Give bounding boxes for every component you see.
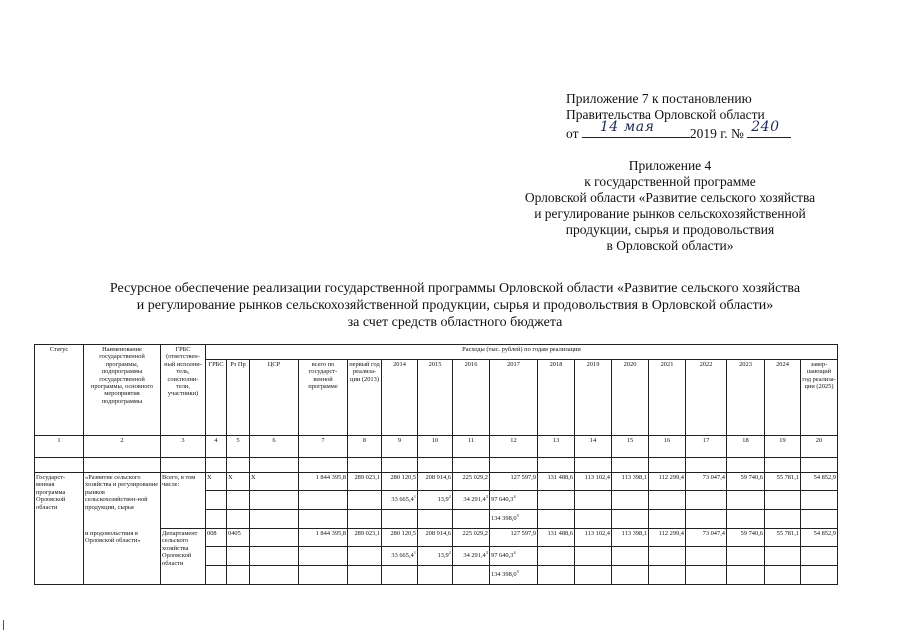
appendix-4-header (500, 158, 840, 254)
appendix-4-line2: к государственной программе (584, 174, 756, 189)
b2-2016: 225 029,2 (453, 529, 490, 547)
b2-2023: 59 740,6 (727, 529, 765, 547)
col-num-19: 19 (765, 436, 801, 458)
date-prefix: от (566, 126, 579, 141)
header-csr: ЦСР (250, 360, 299, 436)
appendix-7-line1: Приложение 7 к постановлению (566, 91, 752, 106)
header-grbs: ГРБС (ответствен-ный исполни-тель, соисполни-тели, участники) (161, 345, 206, 436)
b1-2021: 112 299,4 (649, 473, 686, 491)
grbs-total-cell: Всего, в том числе: (161, 473, 206, 529)
col-num-16: 16 (649, 436, 686, 458)
header-total: всего по государст-венной программе (299, 360, 348, 436)
grbs-department-cell: Департамент сельского хозяйства Орловской области (161, 529, 206, 585)
col-num-4: 4 (206, 436, 227, 458)
header-last-year: завер-шающий год реализа-ции (2025) (801, 360, 838, 436)
col-num-3: 3 (161, 436, 206, 458)
b1-2019: 113 102,4 (575, 473, 612, 491)
b2-total: 1 844 395,8 (299, 529, 348, 547)
header-first-year: первый год реализа-ции (2013) (348, 360, 382, 436)
b1-2016: 225 029,2 (453, 473, 490, 491)
b1-2023: 59 740,6 (727, 473, 765, 491)
date-fill-line (582, 119, 690, 138)
b1-2024: 55 781,1 (765, 473, 801, 491)
year-number-label: 2019 г. № (689, 126, 744, 141)
handwritten-number: 240 (751, 119, 780, 135)
header-rzpr: Рз Пр (227, 360, 250, 436)
appendix-7-line2: Правительства Орловской области (566, 107, 765, 122)
b1-c4: Х (206, 473, 227, 491)
b2-2016-extra: 34 291,4$^3$ (453, 547, 490, 566)
col-num-10: 10 (418, 436, 453, 458)
b1-2014-extra: 33 665,4$^1$ (382, 491, 418, 510)
b1-2017-extra: 97 640,3$^4$ (490, 491, 538, 510)
b1-2015: 208 914,6 (418, 473, 453, 491)
handwritten-date: 14 мая (599, 119, 655, 135)
b2-2017: 127 597,9 (490, 529, 538, 547)
appendix-7-header (566, 91, 866, 142)
header-year-2018: 2018 (538, 360, 575, 436)
appendix-4-line1: Приложение 4 (628, 158, 712, 173)
document-title (60, 280, 850, 331)
b1-2015-extra: 13,9$^2$ (418, 491, 453, 510)
b2-2015-extra: 13,9$^2$ (418, 547, 453, 566)
b2-2013: 289 023,1 (348, 529, 382, 547)
b2-2017-extra2: 134 398,0$^5$ (490, 566, 538, 585)
table-row (35, 473, 838, 491)
header-year-2015: 2015 (418, 360, 453, 436)
b2-2015: 208 914,6 (418, 529, 453, 547)
col-num-7: 7 (299, 436, 348, 458)
b1-2018: 131 488,6 (538, 473, 575, 491)
title-line3: за счет средств областного бюджета (347, 315, 563, 330)
col-num-15: 15 (612, 436, 649, 458)
b2-c5: 0405 (227, 529, 250, 547)
b2-c4: 008 (206, 529, 227, 547)
scan-mark (3, 620, 4, 630)
b2-2018: 131 488,6 (538, 529, 575, 547)
title-line2: и регулирование рынков сельскохозяйственной продукции, сырья и продовольствия в Орловской области» (136, 298, 774, 313)
b1-c5: Х (227, 473, 250, 491)
b1-2020: 113 398,1 (612, 473, 649, 491)
col-num-8: 8 (348, 436, 382, 458)
column-number-row (35, 436, 838, 458)
appendix-4-line4: и регулирование рынков сельскохозяйственной (534, 206, 806, 221)
spacer-row (35, 458, 838, 473)
header-year-2024: 2024 (765, 360, 801, 436)
resource-table (34, 344, 838, 585)
header-status: Статус (35, 345, 84, 436)
b2-2022: 73 047,4 (686, 529, 727, 547)
b1-2017: 127 597,9 (490, 473, 538, 491)
col-num-20: 20 (801, 436, 838, 458)
col-num-1: 1 (35, 436, 84, 458)
header-year-2020: 2020 (612, 360, 649, 436)
b1-total: 1 844 395,8 (299, 473, 348, 491)
header-year-2017: 2017 (490, 360, 538, 436)
appendix-7-line3 (566, 119, 866, 142)
b2-2019: 113 102,4 (575, 529, 612, 547)
col-num-2: 2 (84, 436, 161, 458)
b2-2014: 280 120,5 (382, 529, 418, 547)
b2-2025: 54 852,9 (801, 529, 838, 547)
b1-2016-extra: 34 291,4$^3$ (453, 491, 490, 510)
b2-2024: 55 781,1 (765, 529, 801, 547)
table-row (35, 529, 838, 547)
b2-2014-extra: 33 665,4$^1$ (382, 547, 418, 566)
b1-c6: Х (250, 473, 299, 491)
header-year-2019: 2019 (575, 360, 612, 436)
header-year-2014: 2014 (382, 360, 418, 436)
appendix-4-line3: Орловской области «Развитие сельского хозяйства (524, 190, 816, 205)
header-name: Наименование государственной программы, подпрограммы государственной программы, основного мероприятия подпрограммы (84, 345, 161, 436)
col-num-13: 13 (538, 436, 575, 458)
col-num-12: 12 (490, 436, 538, 458)
b1-2017-extra2: 134 398,0$^5$ (490, 510, 538, 529)
col-num-18: 18 (727, 436, 765, 458)
col-num-9: 9 (382, 436, 418, 458)
col-num-17: 17 (686, 436, 727, 458)
header-year-2022: 2022 (686, 360, 727, 436)
header-year-2023: 2023 (727, 360, 765, 436)
b1-2022: 73 047,4 (686, 473, 727, 491)
header-year-2016: 2016 (453, 360, 490, 436)
b1-2013: 289 023,1 (348, 473, 382, 491)
b2-2020: 113 398,1 (612, 529, 649, 547)
status-cell: Государст-венная программа Орловской области (35, 473, 84, 585)
header-expenses: Расходы (тыс. рублей) по годам реализации (206, 345, 838, 360)
header-year-2021: 2021 (649, 360, 686, 436)
col-num-6: 6 (250, 436, 299, 458)
program-name-part1: «Развитие сельского хозяйства и регулирование рынков сельскохозяйствен-ной продукции, сырья (84, 473, 161, 529)
number-fill-line (747, 119, 791, 138)
col-num-5: 5 (227, 436, 250, 458)
b2-c6 (250, 529, 299, 547)
b1-2014: 280 120,5 (382, 473, 418, 491)
b1-2025: 54 852,9 (801, 473, 838, 491)
col-num-11: 11 (453, 436, 490, 458)
b2-2021: 112 299,4 (649, 529, 686, 547)
b2-2017-extra: 97 640,3$^4$ (490, 547, 538, 566)
col-num-14: 14 (575, 436, 612, 458)
header-grbs-code: ГРБС (206, 360, 227, 436)
title-line1: Ресурсное обеспечение реализации государственной программы Орловской области «Развитие сельского хозяйства (109, 281, 801, 296)
appendix-4-line6: в Орловской области» (606, 238, 734, 253)
program-name-part2: и продовольствия в Орловской области» (84, 529, 161, 585)
appendix-4-line5: продукции, сырья и продовольствия (565, 222, 775, 237)
